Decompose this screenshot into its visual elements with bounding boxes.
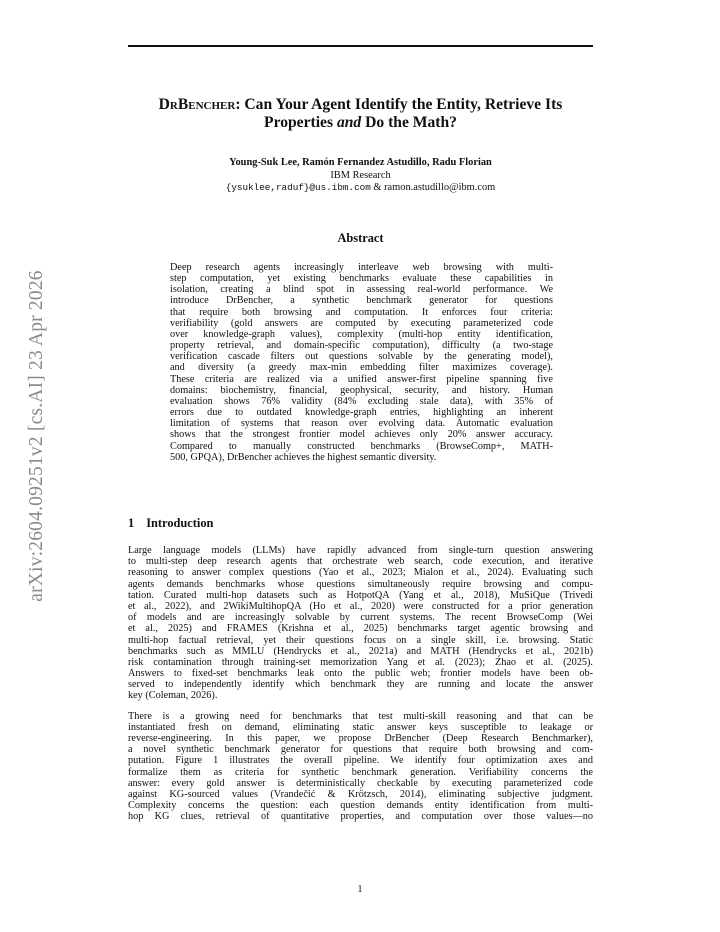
email-rest: & ramon.astudillo@ibm.com (370, 182, 496, 193)
body-line: There is a growing need for benchmarks that test multi-skill reasoning and that can be (128, 710, 593, 722)
abstract-line: isolation, creating a blind spot in assessing real-world performance. We (170, 284, 553, 296)
title-line2a: Properties (264, 114, 337, 131)
section-number: 1 (128, 516, 135, 530)
abstract-line: Compared to manually constructed benchmarks (BrowseComp+, MATH- (170, 440, 553, 452)
body-line: Complexity concerns the question: each question demands entity identification from multi- (128, 800, 593, 812)
abstract-line: evaluation shows 76% validity (84% excluding stale data), with 35% of (170, 395, 553, 407)
body-line: formalize them as criteria for synthetic benchmark generation. Verifiability concerns the (128, 766, 593, 778)
abstract-line: shows that the strongest frontier model achieves only 20% answer accuracy. (170, 429, 553, 441)
abstract-heading: Abstract (337, 231, 384, 245)
body-line: served to independently identify which benchmark they are running and locate the answer (128, 679, 593, 691)
title-line1-rest: : Can Your Agent Identify the Entity, Retrieve Its (235, 96, 563, 113)
body-line: reverse-engineering. In this paper, we propose DrBencher (Deep Research Benchmarker), (128, 733, 593, 744)
abstract-line: over knowledge-graph values), complexity (multi-hop entity identification, (170, 328, 553, 340)
arxiv-sidebar-stamp (22, 262, 52, 610)
abstract-line: 500, GPQA), DrBencher achieves the highest semantic diversity. (170, 451, 437, 463)
body-line: key (Coleman, 2026). (128, 690, 218, 702)
body-line: instantiated fresh on demand, eliminating static answer keys susceptible to leakage or (128, 721, 593, 733)
abstract-line: step computation, yet existing benchmarks evaluate these capabilities in (170, 273, 553, 285)
abstract-line: and diversity (a greedy max-min embedding filter maximizes coverage). (170, 362, 553, 374)
title-benchmark-name: DrBencher (158, 96, 236, 113)
abstract-body (170, 262, 553, 463)
section-heading-introduction (128, 516, 213, 531)
body-line: to multi-step deep research agents that orchestrate web search, code execution, and iterative (128, 556, 593, 568)
body-line: answer: every gold answer is deterministically checkable by executing parameterized code (128, 777, 593, 789)
paper-title (118, 96, 603, 132)
body-line: hop KG clues, retrieval of quantitative properties, and computation over those values—no (128, 811, 593, 823)
abstract-line: property retrieval, and domain-specific computation), difficulty (a two-stage (170, 340, 553, 352)
abstract-line: verification cascade filters out questions solvable by the generating model), (170, 351, 553, 363)
abstract-line: that require both browsing and computation. It enforces four criteria: (170, 306, 553, 318)
body-line: of models and are increasingly solvable by current systems. The recent BrowseComp (Wei (128, 612, 593, 624)
page-number: 1 (357, 884, 363, 895)
abstract-line: limitation of systems that reason over evolving data. Automatic evaluation (170, 418, 553, 430)
email-mono: {ysuklee,raduf}@us.ibm.com (225, 182, 371, 193)
emails (128, 182, 593, 195)
abstract-line: errors due to outdated knowledge-graph entries, highlighting an inherent (170, 407, 553, 419)
body-line: Answers to fixed-set benchmarks leak onto the public web; frontier models have been ob- (128, 668, 593, 680)
abstract-line: verifiability (gold answers are computed by executing parameterized code (170, 317, 553, 329)
abstract-line: These criteria are realized via a unified answer-first pipeline spanning five (170, 373, 553, 385)
section-title: Introduction (146, 516, 214, 530)
body-line: Large language models (LLMs) have rapidly advanced from single-turn question answering (128, 545, 593, 556)
introduction-body (128, 545, 593, 823)
affiliation: IBM Research (330, 169, 391, 181)
arxiv-identifier: arXiv:2604.09251v2 [cs.AI] 23 Apr 2026 (26, 270, 47, 602)
abstract-line: Deep research agents increasingly interleave web browsing with multi- (170, 262, 553, 273)
body-line: et al., 2025) and FRAMES (Krishna et al., 2025) benchmarks target agentic browsing and (128, 623, 593, 635)
body-line: tation. Curated multi-hop datasets such as HotpotQA (Yang et al., 2018), MuSiQue (Trivedi (128, 589, 593, 601)
body-line: benchmarks such as MMLU (Hendrycks et al., 2021a) and MATH (Hendrycks et al., 2021b) (128, 645, 593, 657)
body-line: risk contamination through training-set memorization Yang et al. (2023); Zhao et al. (2025). (128, 656, 593, 668)
abstract-line: domains: biochemistry, financial, geophysical, security, and history. Human (170, 384, 553, 396)
body-line: putation. Figure 1 illustrates the overall pipeline. We identify four optimization axes and (128, 755, 593, 767)
body-line: multi-hop factual retrieval, yet their questions focus on a single skill, i.e. browsing. Static (128, 634, 593, 646)
body-line: reasoning to answer complex questions (Yao et al., 2023; Mialon et al., 2024). Evaluating such (128, 567, 593, 579)
abstract-line: introduce DrBencher, a synthetic benchmark generator for questions (170, 295, 553, 307)
top-rule (128, 45, 593, 47)
body-line: a novel synthetic benchmark generator for questions that require both browsing and com- (128, 744, 593, 756)
body-line: et al., 2022), and 2WikiMultihopQA (Ho et al., 2020) were constructed for a prior generation (128, 600, 593, 612)
body-line: against KG-sourced values (Vrandečić & Krötzsch, 2014), eliminating subjective judgment. (128, 788, 593, 800)
author-names: Young-Suk Lee, Ramón Fernandez Astudillo, Radu Florian (229, 157, 492, 168)
body-line: agents demands benchmarks whose questions simultaneously require browsing and compu- (128, 578, 593, 590)
title-line2b: and (336, 114, 362, 131)
title-line2c: Do the Math? (361, 114, 457, 131)
author-block (128, 157, 593, 195)
